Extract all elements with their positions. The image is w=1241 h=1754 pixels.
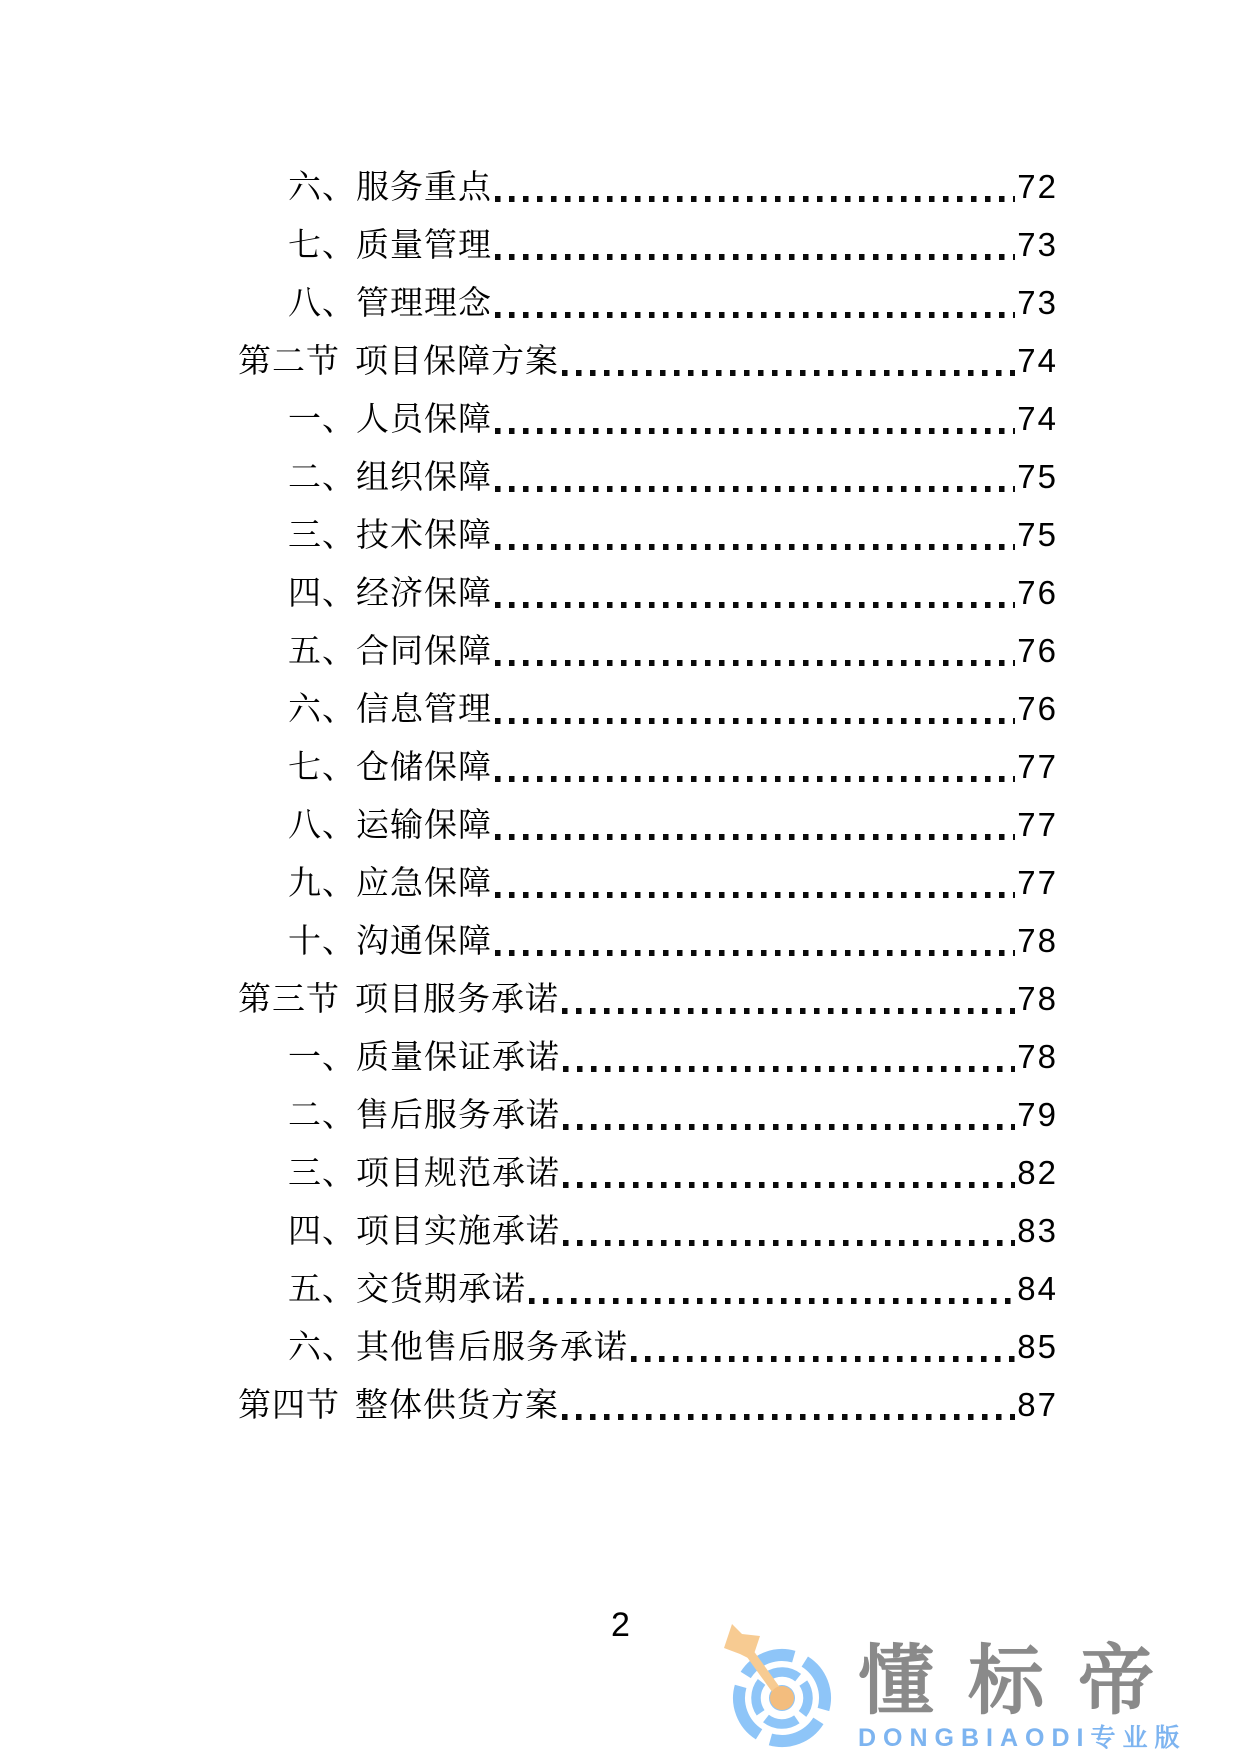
- toc-dot-leader: [495, 506, 1015, 564]
- toc-entry-number: 三、: [288, 1154, 356, 1191]
- toc-entry[interactable]: [238, 390, 1058, 448]
- toc-entry-number: 一、: [288, 1038, 356, 1075]
- toc-entry-number: 六、: [288, 1328, 356, 1365]
- toc-entry-title: 应急保障: [356, 864, 492, 901]
- toc-entry-page-number: 74: [1017, 400, 1058, 437]
- toc-entry[interactable]: [238, 970, 1058, 1028]
- toc-entry[interactable]: [238, 1144, 1058, 1202]
- toc-entry[interactable]: [238, 912, 1058, 970]
- toc-entry[interactable]: [238, 622, 1058, 680]
- toc-entry-title: 售后服务承诺: [356, 1096, 560, 1133]
- toc-entry-number: 四、: [288, 574, 356, 611]
- toc-entry-page-number: 77: [1017, 748, 1058, 785]
- toc-entry[interactable]: [238, 1376, 1058, 1434]
- toc-entry[interactable]: [238, 854, 1058, 912]
- toc-entry-number: 六、: [288, 690, 356, 727]
- toc-entry-title: 其他售后服务承诺: [356, 1328, 628, 1365]
- toc-entry-title: 管理理念: [356, 284, 492, 321]
- toc-entry-page-number: 84: [1017, 1270, 1058, 1307]
- target-arrow-logo-icon: [712, 1622, 838, 1754]
- toc-entry-number: 四、: [288, 1212, 356, 1249]
- toc-entry[interactable]: [238, 216, 1058, 274]
- toc-entry-page-number: 79: [1017, 1096, 1058, 1133]
- toc-entry[interactable]: [238, 506, 1058, 564]
- toc-entry-title: 合同保障: [356, 632, 492, 669]
- toc-dot-leader: [495, 216, 1015, 274]
- toc-entry-number: 第二节: [238, 342, 340, 379]
- toc-dot-leader: [529, 1260, 1015, 1318]
- toc-entry[interactable]: [238, 448, 1058, 506]
- toc-entry-page-number: 78: [1017, 922, 1058, 959]
- toc-dot-leader: [495, 564, 1015, 622]
- toc-entry-title: 组织保障: [356, 458, 492, 495]
- toc-entry-title: 项目服务承诺: [355, 980, 559, 1017]
- toc-dot-leader: [495, 854, 1015, 912]
- toc-entry-number: 五、: [288, 632, 356, 669]
- toc-entry-page-number: 75: [1017, 516, 1058, 553]
- watermark: [712, 1622, 1188, 1754]
- toc-entry[interactable]: [238, 274, 1058, 332]
- toc-entry-number: 二、: [288, 1096, 356, 1133]
- toc-entry-page-number: 72: [1017, 168, 1058, 205]
- toc-dot-leader: [631, 1318, 1015, 1376]
- toc-entry[interactable]: [238, 1086, 1058, 1144]
- toc-entry-title: 信息管理: [356, 690, 492, 727]
- toc-dot-leader: [495, 390, 1015, 448]
- toc-entry-number: 十、: [288, 922, 356, 959]
- toc-dot-leader: [563, 1144, 1015, 1202]
- toc-dot-leader: [563, 1202, 1015, 1260]
- toc-entry-page-number: 83: [1017, 1212, 1058, 1249]
- toc-entry[interactable]: [238, 1260, 1058, 1318]
- toc-entry-title: 沟通保障: [356, 922, 492, 959]
- toc-dot-leader: [495, 796, 1015, 854]
- toc-entry-title: 项目规范承诺: [356, 1154, 560, 1191]
- toc-dot-leader: [495, 158, 1015, 216]
- toc-entry[interactable]: [238, 738, 1058, 796]
- toc-dot-leader: [562, 1376, 1015, 1434]
- toc-dot-leader: [495, 738, 1015, 796]
- toc-entry[interactable]: [238, 1318, 1058, 1376]
- toc-dot-leader: [563, 1028, 1015, 1086]
- toc-entry-number: 八、: [288, 284, 356, 321]
- toc-entry-title: 经济保障: [356, 574, 492, 611]
- toc-entry-number: 七、: [288, 226, 356, 263]
- toc-entry-page-number: 73: [1017, 226, 1058, 263]
- toc-entry-number: 第三节: [238, 980, 340, 1017]
- toc-entry-page-number: 75: [1017, 458, 1058, 495]
- watermark-text-block: [858, 1622, 1188, 1751]
- watermark-brand-text: 懂标帝: [858, 1639, 1188, 1724]
- toc-entry[interactable]: [238, 332, 1058, 390]
- toc-entry-page-number: 82: [1017, 1154, 1058, 1191]
- toc-entry-page-number: 76: [1017, 690, 1058, 727]
- toc-dot-leader: [495, 680, 1015, 738]
- toc-dot-leader: [495, 448, 1015, 506]
- toc-entry-page-number: 85: [1017, 1328, 1058, 1365]
- toc-dot-leader: [495, 622, 1015, 680]
- toc-entry[interactable]: [238, 564, 1058, 622]
- toc-entry-title: 交货期承诺: [356, 1270, 526, 1307]
- toc-entry-page-number: 77: [1017, 864, 1058, 901]
- toc-entry-number: 七、: [288, 748, 356, 785]
- toc-dot-leader: [562, 332, 1015, 390]
- toc-entry-number: 第四节: [238, 1386, 340, 1423]
- toc-entry-title: 项目实施承诺: [356, 1212, 560, 1249]
- toc-entry-number: 九、: [288, 864, 356, 901]
- toc-entry-number: 五、: [288, 1270, 356, 1307]
- toc-entry-title: 运输保障: [356, 806, 492, 843]
- toc-entry-page-number: 78: [1017, 980, 1058, 1017]
- toc-entry-number: 一、: [288, 400, 356, 437]
- toc-entry-number: 三、: [288, 516, 356, 553]
- toc-entry-number: 六、: [288, 168, 356, 205]
- toc-entry-title: 人员保障: [356, 400, 492, 437]
- toc-dot-leader: [562, 970, 1015, 1028]
- toc-entry-title: 技术保障: [356, 516, 492, 553]
- toc-entry-page-number: 74: [1017, 342, 1058, 379]
- toc-entry-number: 二、: [288, 458, 356, 495]
- toc-entry[interactable]: [238, 158, 1058, 216]
- toc-entry-page-number: 87: [1017, 1386, 1058, 1423]
- table-of-contents: [238, 158, 1058, 1434]
- toc-entry-page-number: 76: [1017, 632, 1058, 669]
- page-number: 2: [611, 1606, 630, 1644]
- watermark-subtitle-text: DONGBIAODI专业版: [858, 1724, 1187, 1752]
- toc-entry-page-number: 73: [1017, 284, 1058, 321]
- toc-entry-title: 项目保障方案: [355, 342, 559, 379]
- toc-entry-page-number: 77: [1017, 806, 1058, 843]
- toc-entry[interactable]: [238, 1202, 1058, 1260]
- toc-entry-title: 整体供货方案: [355, 1386, 559, 1423]
- toc-entry-page-number: 76: [1017, 574, 1058, 611]
- toc-entry-title: 仓储保障: [356, 748, 492, 785]
- toc-entry-number: 八、: [288, 806, 356, 843]
- toc-entry[interactable]: [238, 796, 1058, 854]
- toc-entry-page-number: 78: [1017, 1038, 1058, 1075]
- toc-entry-title: 服务重点: [356, 168, 492, 205]
- toc-entry-title: 质量管理: [356, 226, 492, 263]
- toc-dot-leader: [563, 1086, 1015, 1144]
- toc-entry[interactable]: [238, 680, 1058, 738]
- toc-entry[interactable]: [238, 1028, 1058, 1086]
- toc-entry-title: 质量保证承诺: [356, 1038, 560, 1075]
- toc-dot-leader: [495, 274, 1015, 332]
- toc-dot-leader: [495, 912, 1015, 970]
